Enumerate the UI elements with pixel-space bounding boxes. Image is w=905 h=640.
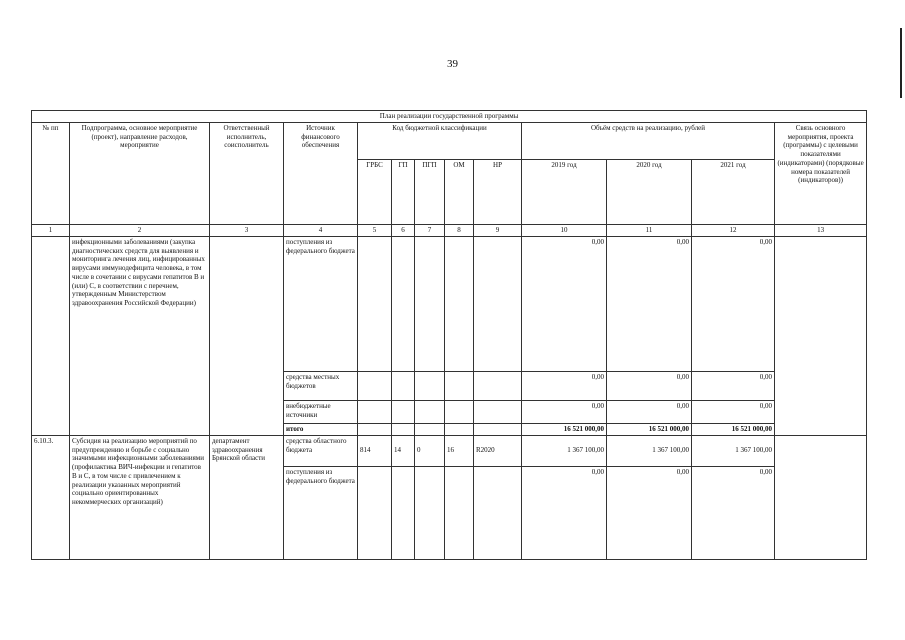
block2-code-om: 16 — [445, 435, 474, 466]
header-year-2020: 2020 год — [607, 159, 692, 224]
header-code-nr: НР — [474, 159, 522, 224]
block2-regional-2020: 1 367 100,00 — [607, 435, 692, 466]
block2-num: 6.10.3. — [32, 435, 70, 559]
block1-name: инфекционными заболеваниями (закупка диагностических средств для выявления и мониторинга лечения лиц, инфицированных вирусами иммунодефицита человека, в том числе в сочетании с вирусами гепатитов В и (или) С, в соответствии с перечнем, утвержденным Министерством здравоохранения Российской Федерации) — [70, 236, 210, 435]
block1-source-local: средства местных бюджетов — [284, 371, 358, 400]
block1-source-federal: поступления из федерального бюджета — [284, 236, 358, 371]
block2-executor: департамент здравоохранения Брянской области — [210, 435, 284, 559]
header-executor: Ответственный исполнитель, соисполнитель — [210, 122, 284, 224]
block2-name: Субсидия на реализацию мероприятий по предупреждению и борьбе с социально значимыми инфекционными заболеваниями (профилактика ВИЧ-инфекции и гепатитов В и С, в том числе с привлечением к реализации указанных мероприятий социально ориентированных некоммерческих организаций) — [70, 435, 210, 559]
block2-federal-code-nr — [474, 466, 522, 559]
block1-federal-2021: 0,00 — [692, 236, 775, 371]
block1-executor — [210, 236, 284, 435]
header-code-pgp: ПГП — [415, 159, 445, 224]
block1-federal-2019: 0,00 — [522, 236, 607, 371]
table-title: План реализации государственной программы — [32, 111, 867, 123]
col-number: 6 — [392, 224, 415, 236]
block1-local-2021: 0,00 — [692, 371, 775, 400]
block2-regional-2021: 1 367 100,00 — [692, 435, 775, 466]
table-row — [32, 435, 867, 466]
col-number: 9 — [474, 224, 522, 236]
block1-local-2020: 0,00 — [607, 371, 692, 400]
col-number: 10 — [522, 224, 607, 236]
table-row — [32, 236, 867, 371]
col-number: 13 — [775, 224, 867, 236]
block1-federal-2020: 0,00 — [607, 236, 692, 371]
col-number: 12 — [692, 224, 775, 236]
header-code-gp: ГП — [392, 159, 415, 224]
block1-source-total: итого — [284, 423, 358, 435]
col-number: 11 — [607, 224, 692, 236]
block2-code-grbs: 814 — [358, 435, 392, 466]
header-year-2019: 2019 год — [522, 159, 607, 224]
block1-link — [775, 236, 867, 435]
block2-code-gp: 14 — [392, 435, 415, 466]
block2-federal-code-pgp — [415, 466, 445, 559]
header-code-grbs: ГРБС — [358, 159, 392, 224]
block2-source-federal: поступления из федерального бюджета — [284, 466, 358, 559]
header-name: Подпрограмма, основное мероприятие (проект), направление расходов, мероприятие — [70, 122, 210, 224]
block1-total-2019: 16 521 000,00 — [522, 423, 607, 435]
col-number: 7 — [415, 224, 445, 236]
header-volume: Объём средств на реализацию, рублей — [522, 122, 775, 159]
header-row — [32, 122, 867, 159]
block2-federal-2020: 0,00 — [607, 466, 692, 559]
col-number: 1 — [32, 224, 70, 236]
col-number: 2 — [70, 224, 210, 236]
header-year-2021: 2021 год — [692, 159, 775, 224]
block1-num — [32, 236, 70, 435]
block2-source-regional: средства областного бюджета — [284, 435, 358, 466]
program-plan-table — [31, 110, 867, 560]
column-number-row — [32, 224, 867, 236]
table-title-row — [32, 111, 867, 123]
col-number: 4 — [284, 224, 358, 236]
block2-federal-code-grbs — [358, 466, 392, 559]
page-number: 39 — [447, 58, 458, 70]
col-number: 3 — [210, 224, 284, 236]
header-source: Источник финансового обеспечения — [284, 122, 358, 224]
block1-total-2021: 16 521 000,00 — [692, 423, 775, 435]
block1-extrabudget-2021: 0,00 — [692, 400, 775, 423]
col-number: 5 — [358, 224, 392, 236]
block2-federal-2021: 0,00 — [692, 466, 775, 559]
col-number: 8 — [445, 224, 474, 236]
block2-regional-2019: 1 367 100,00 — [522, 435, 607, 466]
header-code-om: ОМ — [445, 159, 474, 224]
header-num: № пп — [32, 122, 70, 224]
block1-source-extrabudget: внебюджетные источники — [284, 400, 358, 423]
block1-extrabudget-2019: 0,00 — [522, 400, 607, 423]
header-budget-code: Код бюджетной классификации — [358, 122, 522, 159]
block2-federal-code-gp — [392, 466, 415, 559]
block2-federal-2019: 0,00 — [522, 466, 607, 559]
block1-local-2019: 0,00 — [522, 371, 607, 400]
block2-code-pgp: 0 — [415, 435, 445, 466]
header-link: Связь основного мероприятия, проекта (программы) с целевыми показателями (индикаторами) (порядковые номера показателей (индикаторов)) — [775, 122, 867, 224]
block2-federal-code-om — [445, 466, 474, 559]
block1-extrabudget-2020: 0,00 — [607, 400, 692, 423]
block2-link — [775, 435, 867, 559]
block1-total-2020: 16 521 000,00 — [607, 423, 692, 435]
block2-code-nr: R2020 — [474, 435, 522, 466]
